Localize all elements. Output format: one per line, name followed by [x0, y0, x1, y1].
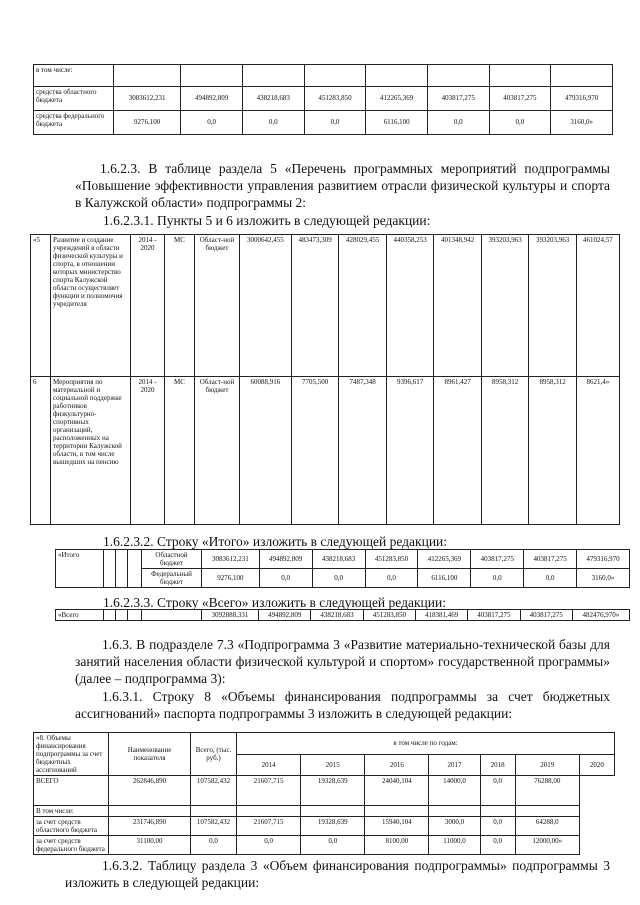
source-cell: Област-ной бюджет	[195, 377, 240, 525]
value-cell	[480, 806, 515, 817]
activity-name: Мероприятия по материальной и социальной поддержке работников физкультурно-спортивных организаций, расположенных на территории Калужской области, в том числе вышедших на пенсию	[51, 377, 131, 525]
empty-cell	[128, 550, 142, 588]
vsego-label: «Всего	[56, 610, 104, 621]
value-cell	[515, 806, 579, 817]
value-cell: 483473,309	[291, 235, 339, 377]
value-cell: 21607,715	[237, 817, 301, 836]
value-cell: 451283,850	[304, 87, 366, 111]
value-cell: 0,0	[242, 111, 304, 135]
paragraph-1-6-3-2: 1.6.3.2. Таблицу раздела 3 «Объем финансирования подпрограммы» подпрограммы 3 изложить в следующей редакции:	[65, 858, 610, 890]
value-cell: 9276,100	[202, 569, 260, 588]
table-program-activities	[30, 234, 620, 525]
value-cell: 412265,369	[366, 87, 428, 111]
value-cell	[429, 806, 480, 817]
value-cell: 0,0	[237, 836, 301, 855]
value-cell: 412265,369	[418, 550, 471, 569]
value-cell: 8100,00	[365, 836, 429, 855]
item-number: 6	[31, 377, 51, 525]
table-row	[56, 610, 630, 621]
value-cell: 0,0	[489, 111, 551, 135]
value-cell	[237, 806, 301, 817]
value-cell	[301, 806, 365, 817]
value-cell: 0,0	[480, 776, 515, 806]
value-cell: 403817,275	[520, 610, 572, 621]
value-cell: 60088,916	[240, 377, 292, 525]
empty-cell	[104, 550, 116, 588]
value-cell	[427, 65, 489, 87]
value-cell	[489, 65, 551, 87]
row-name: В том числе:	[34, 806, 109, 817]
year-cell: 2015	[301, 754, 365, 776]
value-cell: 0,0	[480, 836, 515, 855]
value-cell: 3083612,231	[202, 550, 260, 569]
value-cell: 494892,809	[181, 87, 243, 111]
value-cell: 107582,432	[191, 817, 237, 836]
year-cell: 2020	[579, 754, 614, 776]
value-cell: 3083612,231	[114, 87, 181, 111]
value-cell: 6116,100	[366, 111, 428, 135]
year-cell: 2016	[365, 754, 429, 776]
value-cell: 3000,0	[429, 817, 480, 836]
header-name: Наименование показателя	[109, 733, 191, 776]
year-cell: 2019	[515, 754, 579, 776]
value-cell: 0,0	[312, 569, 365, 588]
value-cell: 6116,100	[418, 569, 471, 588]
value-cell: 9396,617	[386, 377, 434, 525]
value-cell	[242, 65, 304, 87]
table-row	[34, 836, 615, 855]
row-total: 231746,890	[109, 817, 191, 836]
value-cell: 0,0	[427, 111, 489, 135]
value-cell: 428029,455	[339, 235, 387, 377]
value-cell: 3000642,455	[240, 235, 292, 377]
value-cell	[114, 65, 181, 87]
table-row	[34, 806, 615, 817]
empty-cell	[116, 610, 128, 621]
value-cell: 479316,970	[551, 87, 613, 111]
value-cell: 76288,00	[515, 776, 579, 806]
value-cell: 0,0	[191, 836, 237, 855]
row-label: средства федерального бюджета	[34, 111, 114, 135]
paragraph-1-6-3: 1.6.3. В подразделе 7.3 «Подпрограмма 3 «Развитие материально-технической базы для занятий населения области физической культурой и спортом» государственной программы» (далее – подпрограмма 3):	[75, 637, 610, 686]
table-row	[56, 550, 630, 569]
executor-cell: МС	[165, 235, 195, 377]
value-cell: 9276,100	[114, 111, 181, 135]
paragraph-1-6-2-3: 1.6.2.3. В таблице раздела 5 «Перечень программных мероприятий подпрограммы «Повышение эффективности управления развитием отрасли физической культуры и спорта в Калужской области» подпрограммы 2:	[75, 161, 610, 210]
header-years: в том числе по годам:	[237, 733, 615, 755]
value-cell: 393203,963	[481, 235, 529, 377]
paragraph-1-6-3-1: 1.6.3.1. Строку 8 «Объемы финансирования подпрограммы за счет бюджетных ассигнований» паспорта подпрограммы 3 изложить в следующей редакции:	[75, 689, 610, 721]
value-cell: 403817,275	[427, 87, 489, 111]
year-cell: 2018	[480, 754, 515, 776]
row-total: 31100,00	[109, 836, 191, 855]
section-label: «8. Объемы финансирования подпрограммы за счет бюджетных ассигнований	[34, 733, 109, 776]
source-cell: Областной бюджет	[142, 550, 202, 569]
value-cell: 15940,104	[365, 817, 429, 836]
value-cell: 403817,275	[471, 550, 524, 569]
value-cell: 11000,0	[429, 836, 480, 855]
value-cell: 0,0	[181, 111, 243, 135]
value-cell: 461024,57	[576, 235, 619, 377]
table-budget-sources	[33, 64, 613, 135]
value-cell: 494892,809	[259, 550, 312, 569]
row-total	[109, 806, 191, 817]
value-cell	[191, 806, 237, 817]
row-label: в том числе:	[34, 65, 114, 87]
value-cell: 0,0	[304, 111, 366, 135]
value-cell	[181, 65, 243, 87]
value-cell: 438218,683	[311, 610, 363, 621]
value-cell: 0,0	[365, 569, 418, 588]
value-cell: 21607,715	[237, 776, 301, 806]
table-subprogram-3-funding	[33, 732, 615, 855]
value-cell: 8958,312	[529, 377, 577, 525]
value-cell: 438218,683	[312, 550, 365, 569]
table-row	[56, 569, 630, 588]
empty-cell	[142, 610, 202, 621]
value-cell: 8958,312	[481, 377, 529, 525]
table-row	[34, 87, 613, 111]
value-cell: 0,0	[259, 569, 312, 588]
value-cell: 7487,348	[339, 377, 387, 525]
value-cell: 64288,0	[515, 817, 579, 836]
paragraph-1-6-2-3-2: 1.6.2.3.2. Строку «Итого» изложить в следующей редакции:	[103, 534, 448, 549]
value-cell: 14000,0	[429, 776, 480, 806]
value-cell: 0,0	[480, 817, 515, 836]
table-itogo	[55, 549, 630, 588]
value-cell: 440358,253	[386, 235, 434, 377]
value-cell: 494892,809	[259, 610, 311, 621]
header-row	[34, 733, 615, 755]
value-cell: 438218,683	[242, 87, 304, 111]
value-cell: 0,0	[301, 836, 365, 855]
year-cell: 2017	[429, 754, 480, 776]
paragraph-1-6-2-3-1: 1.6.2.3.1. Пункты 5 и 6 изложить в следующей редакции:	[103, 213, 431, 228]
value-cell: 418381,469	[415, 610, 467, 621]
value-cell: 7705,500	[291, 377, 339, 525]
empty-cell	[104, 610, 116, 621]
value-cell: 8961,427	[434, 377, 482, 525]
source-cell: Област-ной бюджет	[195, 235, 240, 377]
row-name: за счет средств областного бюджета	[34, 817, 109, 836]
value-cell: 403817,275	[524, 550, 577, 569]
value-cell: 0,0	[524, 569, 577, 588]
value-cell	[365, 806, 429, 817]
table-row	[34, 111, 613, 135]
table-row	[31, 235, 620, 377]
header-total: Всего, (тыс. руб.)	[191, 733, 237, 776]
activity-name: Развитие и создание учреждений в области физической культуры и спорта, в отношении которых министерство спорта Калужской области осуществляет функции и полномочия учредителя	[51, 235, 131, 377]
value-cell: 24040,104	[365, 776, 429, 806]
table-row	[34, 65, 613, 87]
source-cell: Федеральный бюджет	[142, 569, 202, 588]
value-cell: 479316,970	[577, 550, 630, 569]
value-cell: 19328,639	[301, 817, 365, 836]
item-number: «5	[31, 235, 51, 377]
value-cell: 403817,275	[468, 610, 520, 621]
value-cell: 107582,432	[191, 776, 237, 806]
row-name: ВСЕГО	[34, 776, 109, 806]
years-cell: 2014 - 2020	[131, 377, 165, 525]
value-cell: 482476,970»	[572, 610, 629, 621]
empty-cell	[116, 550, 128, 588]
value-cell: 451283,850	[365, 550, 418, 569]
value-cell: 3160,0»	[551, 111, 613, 135]
value-cell: 3160,0»	[577, 569, 630, 588]
table-row	[34, 817, 615, 836]
value-cell: 403817,275	[489, 87, 551, 111]
paragraph-1-6-2-3-3: 1.6.2.3.3. Строку «Всего» изложить в следующей редакции:	[103, 595, 446, 610]
years-cell: 2014 - 2020	[131, 235, 165, 377]
row-name: за счет средств федерального бюджета	[34, 836, 109, 855]
value-cell	[551, 65, 613, 87]
row-label: средства областного бюджета	[34, 87, 114, 111]
executor-cell: МС	[165, 377, 195, 525]
value-cell	[304, 65, 366, 87]
value-cell: 451283,850	[363, 610, 415, 621]
value-cell: 8621,4»	[576, 377, 619, 525]
table-row	[34, 776, 615, 806]
table-row	[31, 377, 620, 525]
empty-cell	[128, 610, 142, 621]
row-total: 262846,890	[109, 776, 191, 806]
itogo-label: «Итого	[56, 550, 104, 588]
value-cell: 19328,639	[301, 776, 365, 806]
value-cell	[366, 65, 428, 87]
value-cell: 401348,942	[434, 235, 482, 377]
value-cell: 393203,963	[529, 235, 577, 377]
year-cell: 2014	[237, 754, 301, 776]
value-cell: 3092888,331	[202, 610, 259, 621]
value-cell: 12000,00»	[515, 836, 579, 855]
value-cell: 0,0	[471, 569, 524, 588]
table-vsego	[55, 609, 630, 621]
